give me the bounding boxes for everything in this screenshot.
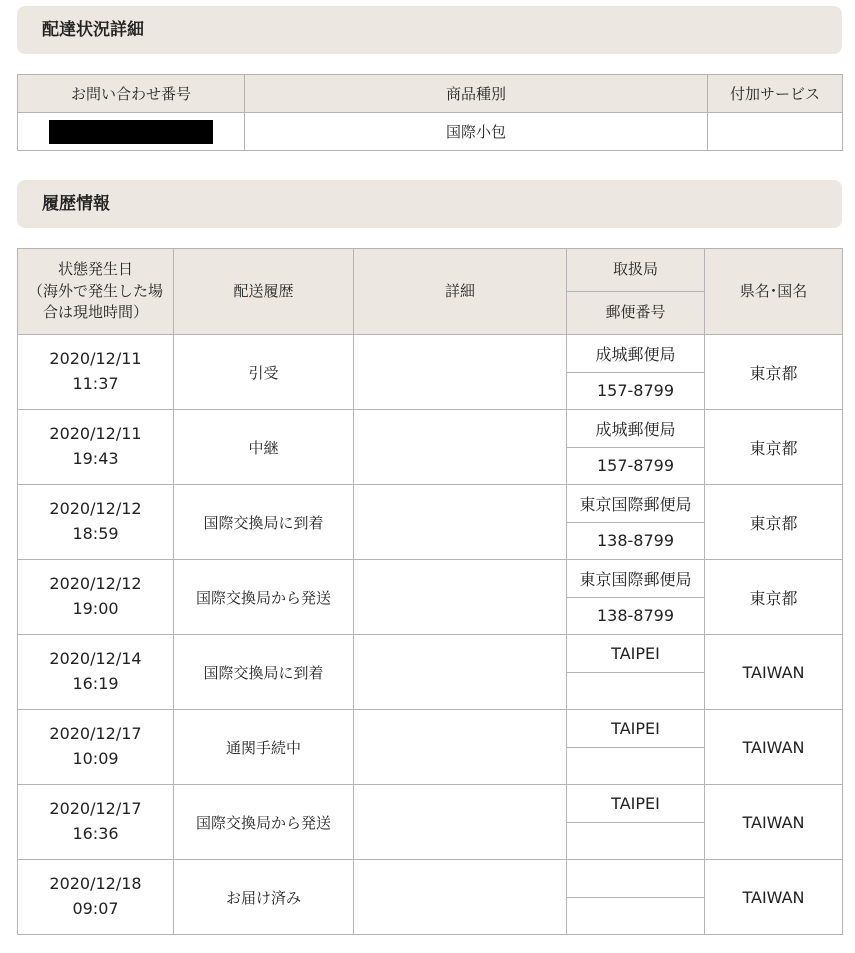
detail-cell	[354, 335, 567, 410]
event-time: 09:07	[72, 899, 119, 918]
region-cell: 東京都	[705, 485, 843, 560]
event-date: 2020/12/11	[49, 424, 142, 444]
postal-code-cell	[567, 672, 705, 710]
date-cell	[18, 710, 174, 785]
postal-code-cell: 157-8799	[567, 372, 705, 410]
detail-cell	[354, 860, 567, 935]
office-cell: 成城郵便局	[567, 410, 705, 448]
date-header	[18, 249, 174, 335]
event-date: 2020/12/17	[49, 724, 142, 744]
detail-cell	[354, 710, 567, 785]
table-row	[18, 335, 843, 373]
event-cell: お届け済み	[174, 860, 354, 935]
event-cell: 通関手続中	[174, 710, 354, 785]
summary-header-row	[18, 75, 843, 113]
date-header-line-1: 状態発生日	[57, 259, 133, 278]
event-time: 19:00	[72, 599, 119, 618]
event-time: 16:19	[72, 674, 119, 693]
office-header: 取扱局	[567, 249, 705, 292]
date-cell	[18, 860, 174, 935]
detail-cell	[354, 635, 567, 710]
history-body	[18, 335, 843, 935]
region-cell: TAIWAN	[705, 785, 843, 860]
region-cell: 東京都	[705, 410, 843, 485]
detail-cell	[354, 485, 567, 560]
office-cell: TAIPEI	[567, 635, 705, 673]
table-row	[18, 785, 843, 823]
detail-cell	[354, 560, 567, 635]
date-header-line-3: 合は現地時間）	[42, 303, 148, 322]
date-cell	[18, 635, 174, 710]
postal-code-cell: 138-8799	[567, 597, 705, 635]
event-time: 10:09	[72, 749, 119, 768]
delivery-status-section-header	[17, 6, 842, 54]
event-header: 配送履歴	[174, 249, 354, 335]
tracking-number-header: お問い合わせ番号	[18, 75, 245, 113]
date-cell	[18, 485, 174, 560]
table-row	[18, 410, 843, 448]
postal-code-header: 郵便番号	[567, 292, 705, 335]
event-date: 2020/12/12	[49, 499, 142, 519]
date-cell	[18, 785, 174, 860]
postal-code-cell	[567, 897, 705, 935]
region-cell: TAIWAN	[705, 860, 843, 935]
tracking-number-cell	[18, 113, 245, 151]
event-cell: 中継	[174, 410, 354, 485]
delivery-status-title: 配達状況詳細	[42, 20, 144, 40]
detail-cell	[354, 410, 567, 485]
table-row	[18, 710, 843, 748]
event-cell: 国際交換局に到着	[174, 635, 354, 710]
extra-service-value	[708, 113, 843, 151]
date-header-line-2: （海外で発生した場	[27, 281, 163, 300]
event-date: 2020/12/17	[49, 799, 142, 819]
history-table	[17, 248, 843, 935]
event-cell: 引受	[174, 335, 354, 410]
event-date: 2020/12/11	[49, 349, 142, 369]
table-row	[18, 560, 843, 598]
event-cell: 国際交換局から発送	[174, 785, 354, 860]
event-date: 2020/12/12	[49, 574, 142, 594]
summary-row	[18, 113, 843, 151]
event-cell: 国際交換局から発送	[174, 560, 354, 635]
event-cell: 国際交換局に到着	[174, 485, 354, 560]
date-cell	[18, 410, 174, 485]
office-cell: TAIPEI	[567, 710, 705, 748]
office-cell	[567, 860, 705, 898]
postal-code-cell	[567, 747, 705, 785]
product-type-value: 国際小包	[245, 113, 708, 151]
event-time: 18:59	[72, 524, 119, 543]
history-title: 履歴情報	[42, 194, 110, 214]
event-date: 2020/12/14	[49, 649, 142, 669]
event-date: 2020/12/18	[49, 874, 142, 894]
extra-service-header: 付加サービス	[708, 75, 843, 113]
table-row	[18, 860, 843, 898]
detail-header: 詳細	[354, 249, 567, 335]
office-cell: 東京国際郵便局	[567, 485, 705, 523]
table-row	[18, 635, 843, 673]
postal-code-cell: 157-8799	[567, 447, 705, 485]
date-cell	[18, 560, 174, 635]
history-section-header	[17, 180, 842, 228]
region-cell: TAIWAN	[705, 635, 843, 710]
postal-code-cell: 138-8799	[567, 522, 705, 560]
table-row	[18, 485, 843, 523]
history-header-row-1	[18, 249, 843, 292]
summary-table	[17, 74, 843, 151]
region-cell: TAIWAN	[705, 710, 843, 785]
postal-code-cell	[567, 822, 705, 860]
date-cell	[18, 335, 174, 410]
office-cell: TAIPEI	[567, 785, 705, 823]
region-header: 県名･国名	[705, 249, 843, 335]
event-time: 16:36	[72, 824, 119, 843]
product-type-header: 商品種別	[245, 75, 708, 113]
event-time: 19:43	[72, 449, 119, 468]
event-time: 11:37	[72, 374, 119, 393]
region-cell: 東京都	[705, 335, 843, 410]
region-cell: 東京都	[705, 560, 843, 635]
redacted-tracking-number	[49, 120, 213, 144]
office-cell: 東京国際郵便局	[567, 560, 705, 598]
office-cell: 成城郵便局	[567, 335, 705, 373]
detail-cell	[354, 785, 567, 860]
